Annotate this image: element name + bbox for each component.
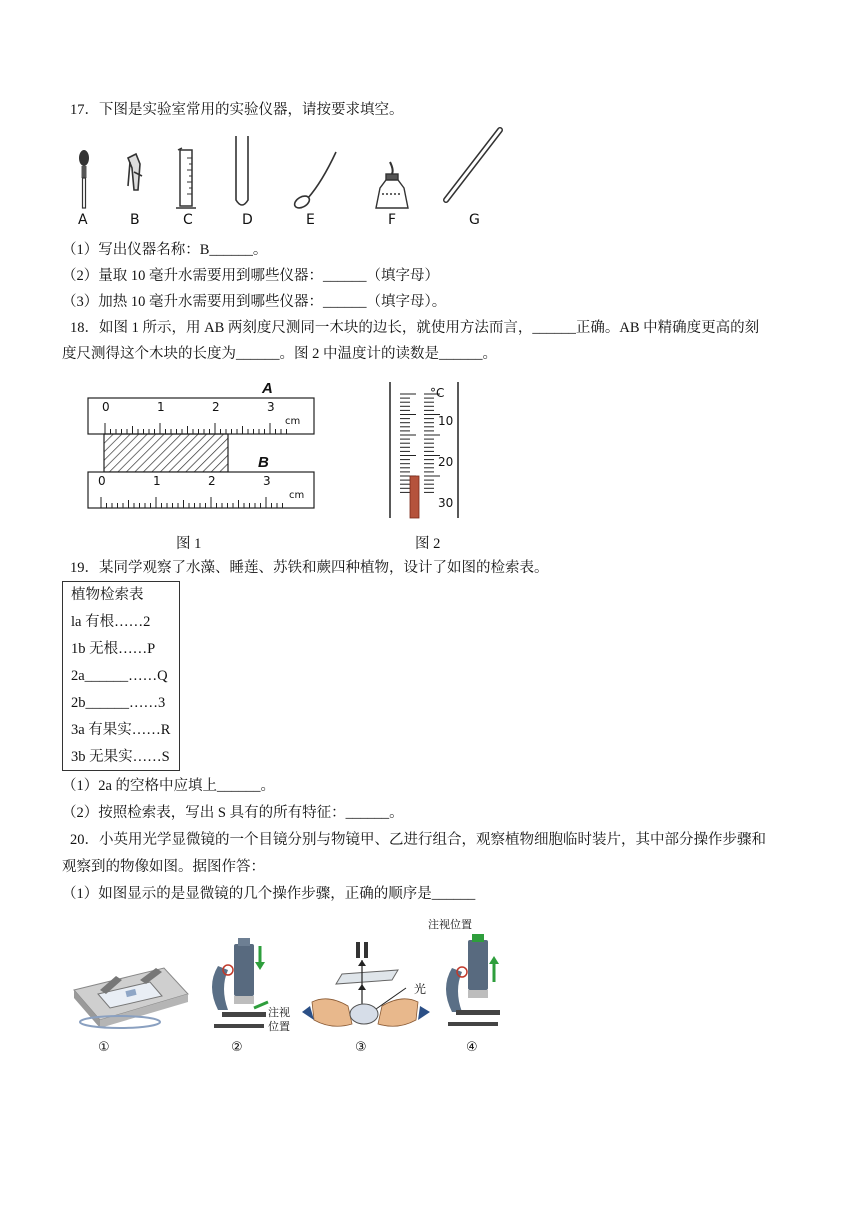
key-row-2b: 2b______……3 (71, 695, 166, 711)
watch-label-step2-line1: 注视 (268, 1006, 290, 1019)
watch-label-step2-line2: 位置 (268, 1020, 290, 1033)
instrument-label-e: E (306, 212, 315, 228)
ruler-a-unit: cm (285, 416, 301, 427)
step-4-label: ④ (466, 1040, 478, 1055)
q17-title: 17．下图是实验室常用的实验仪器，请按要求填空。 (70, 102, 404, 118)
thermometer-unit: °C (430, 386, 445, 400)
ruler-a-tick-3: 3 (267, 400, 275, 414)
light-label: 光 (414, 982, 427, 996)
ruler-b-tick-1: 1 (153, 474, 161, 488)
wood-block (104, 434, 228, 472)
step-3-adjust-light (302, 940, 430, 1036)
instrument-label-d: D (242, 212, 253, 228)
test-tube-icon (236, 136, 248, 205)
ruler-b-tick-3: 3 (263, 474, 271, 488)
glass-rod-icon (446, 130, 500, 200)
q17-part3: （3）加热 10 毫升水需要用到哪些仪器：______（填字母）。 (62, 294, 447, 310)
step-3-label: ③ (355, 1040, 367, 1055)
key-row-1a: la 有根……2 (71, 614, 151, 630)
step-4-raise-tube (440, 932, 508, 1034)
plant-identification-key (62, 581, 180, 771)
key-title: 植物检索表 (71, 587, 144, 603)
q19-part2: （2）按照检索表，写出 S 具有的所有特征：______。 (62, 805, 404, 821)
figure-1-rulers (84, 378, 324, 516)
ruler-b-label: B (258, 454, 269, 471)
key-row-3a: 3a 有果实……R (71, 722, 171, 738)
graduated-cylinder-icon (176, 148, 196, 208)
figure-1-caption: 图 1 (176, 536, 202, 552)
q18-text-line1: 18．如图 1 所示，用 AB 两刻度尺测同一木块的边长，就使用方法而言，______正确。AB 中精确度更高的刻 (70, 320, 760, 336)
medicine-spoon-icon (293, 152, 336, 210)
q20-text-line1: 20．小英用光学显微镜的一个目镜分别与物镜甲、乙进行组合，观察植物细胞临时装片，其中部分操作步骤和 (70, 832, 766, 848)
ruler-a-tick-0: 0 (102, 400, 110, 414)
q19-part1: （1）2a 的空格中应填上______。 (62, 778, 276, 794)
ruler-b-unit: cm (289, 490, 305, 501)
ruler-a-tick-1: 1 (157, 400, 165, 414)
thermometer-liquid-column (410, 476, 419, 518)
thermometer-tick-20: 20 (438, 455, 454, 469)
q17-part2: （2）量取 10 毫升水需要用到哪些仪器：______（填字母） (62, 268, 439, 284)
q18-text-line2: 度尺测得这个木块的长度为______。图 2 中温度计的读数是______。 (62, 346, 497, 362)
watch-label-step4: 注视位置 (428, 918, 472, 931)
alcohol-lamp-icon (376, 162, 408, 208)
instrument-label-c: C (183, 212, 193, 228)
key-row-1b: 1b 无根……P (71, 641, 156, 657)
step-1-stage-slide (70, 960, 194, 1034)
lab-instruments-figure (60, 122, 520, 234)
ruler-a (88, 398, 314, 434)
test-tube-clamp-icon (128, 154, 142, 190)
thermometer-tick-30: 30 (438, 496, 454, 510)
instrument-label-f: F (388, 212, 397, 228)
figure-2-caption: 图 2 (415, 536, 441, 552)
ruler-a-tick-2: 2 (212, 400, 220, 414)
instrument-label-g: G (469, 212, 480, 228)
q19-title: 19．某同学观察了水藻、睡莲、苏铁和蕨四种植物，设计了如图的检索表。 (70, 560, 549, 576)
ruler-a-label: A (262, 380, 273, 397)
q20-part1: （1）如图显示的是显微镜的几个操作步骤，正确的顺序是______ (62, 886, 476, 902)
step-2-label: ② (231, 1040, 243, 1055)
key-row-2a: 2a______……Q (71, 668, 168, 684)
ruler-b-tick-2: 2 (208, 474, 216, 488)
key-row-3b: 3b 无果实……S (71, 749, 170, 765)
thermometer-tick-10: 10 (438, 414, 454, 428)
ruler-b (88, 472, 314, 508)
step-1-label: ① (98, 1040, 110, 1055)
dropper-icon (79, 150, 89, 208)
instrument-label-a: A (78, 212, 88, 228)
ruler-b-tick-0: 0 (98, 474, 106, 488)
instrument-label-b: B (130, 212, 140, 228)
q17-part1: （1）写出仪器名称：B______。 (62, 242, 268, 258)
q20-text-line2: 观察到的物像如图。据图作答： (62, 859, 265, 875)
